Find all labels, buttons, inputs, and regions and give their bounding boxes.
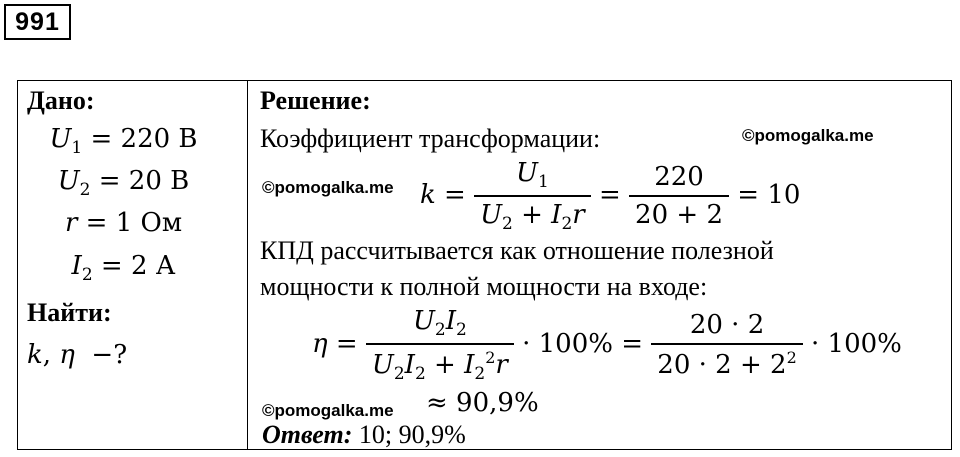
given-u2-value: 20 В bbox=[128, 166, 190, 196]
problem-number: 991 bbox=[4, 4, 71, 40]
k-fraction-symbolic: $\frac{U_1}{U_2 + I_2r}$ bbox=[474, 158, 591, 234]
table-divider bbox=[247, 80, 248, 450]
solution-line-1: Коэффициент трансформации: bbox=[260, 124, 601, 153]
k-num: 220 bbox=[654, 162, 704, 192]
eta-percent-2: · 100% bbox=[811, 329, 902, 359]
k-result: = 10 bbox=[737, 180, 801, 210]
find-suffix: −? bbox=[91, 340, 128, 370]
find-header: Найти: bbox=[27, 298, 112, 327]
given-u1: $U_1 = 220$ В bbox=[49, 124, 198, 158]
eta-den-exp: 2 bbox=[786, 348, 797, 367]
given-i2-value: 2 А bbox=[130, 251, 176, 281]
solution-line-3: мощности к полной мощности на входе: bbox=[260, 272, 708, 301]
answer-line bbox=[262, 420, 466, 450]
eta-num: 20 · 2 bbox=[689, 310, 765, 340]
answer-value: 10; 90,9% bbox=[358, 420, 466, 449]
watermark: ©pomogalka.me bbox=[262, 178, 394, 197]
given-r: r = 1 Ом bbox=[64, 208, 183, 238]
k-formula: k = $\frac{U_1}{U_2 + I_2r}$ = $\frac{220}{20 + 2}$ = 10 bbox=[420, 158, 801, 234]
given-header: Дано: bbox=[27, 86, 95, 115]
watermark: ©pomogalka.me bbox=[262, 401, 394, 420]
k-den: 20 + 2 bbox=[629, 195, 729, 230]
given-r-value: 1 Ом bbox=[115, 208, 183, 238]
solution-header: Решение: bbox=[260, 86, 371, 115]
eta-formula: η = $\frac{U_2I_2}{U_2I_2 + I_2^2r}$ · 100% = $\frac{20 \cdot 2}{20 \cdot 2 + 2^2}$ · 100% bbox=[312, 306, 902, 384]
watermark: ©pomogalka.me bbox=[742, 126, 874, 145]
solution-line-2: КПД рассчитывается как отношение полезной bbox=[260, 236, 774, 265]
given-u1-value: 220 В bbox=[120, 124, 198, 154]
given-i2: $I_2 = 2$ А bbox=[71, 251, 176, 285]
eta-fraction-numeric bbox=[651, 310, 802, 380]
given-u2: $U_2 = 20$ В bbox=[57, 166, 190, 200]
eta-den: 20 · 2 + 2 bbox=[657, 350, 787, 380]
k-fraction-numeric bbox=[629, 162, 729, 230]
find-quantities: k, η −? bbox=[27, 340, 128, 370]
answer-label: Ответ: bbox=[262, 420, 353, 449]
approx-result: ≈ 90,9% bbox=[426, 388, 539, 418]
eta-percent-1: · 100% bbox=[522, 329, 613, 359]
eta-fraction-symbolic: $\frac{U_2I_2}{U_2I_2 + I_2^2r}$ bbox=[366, 306, 514, 384]
